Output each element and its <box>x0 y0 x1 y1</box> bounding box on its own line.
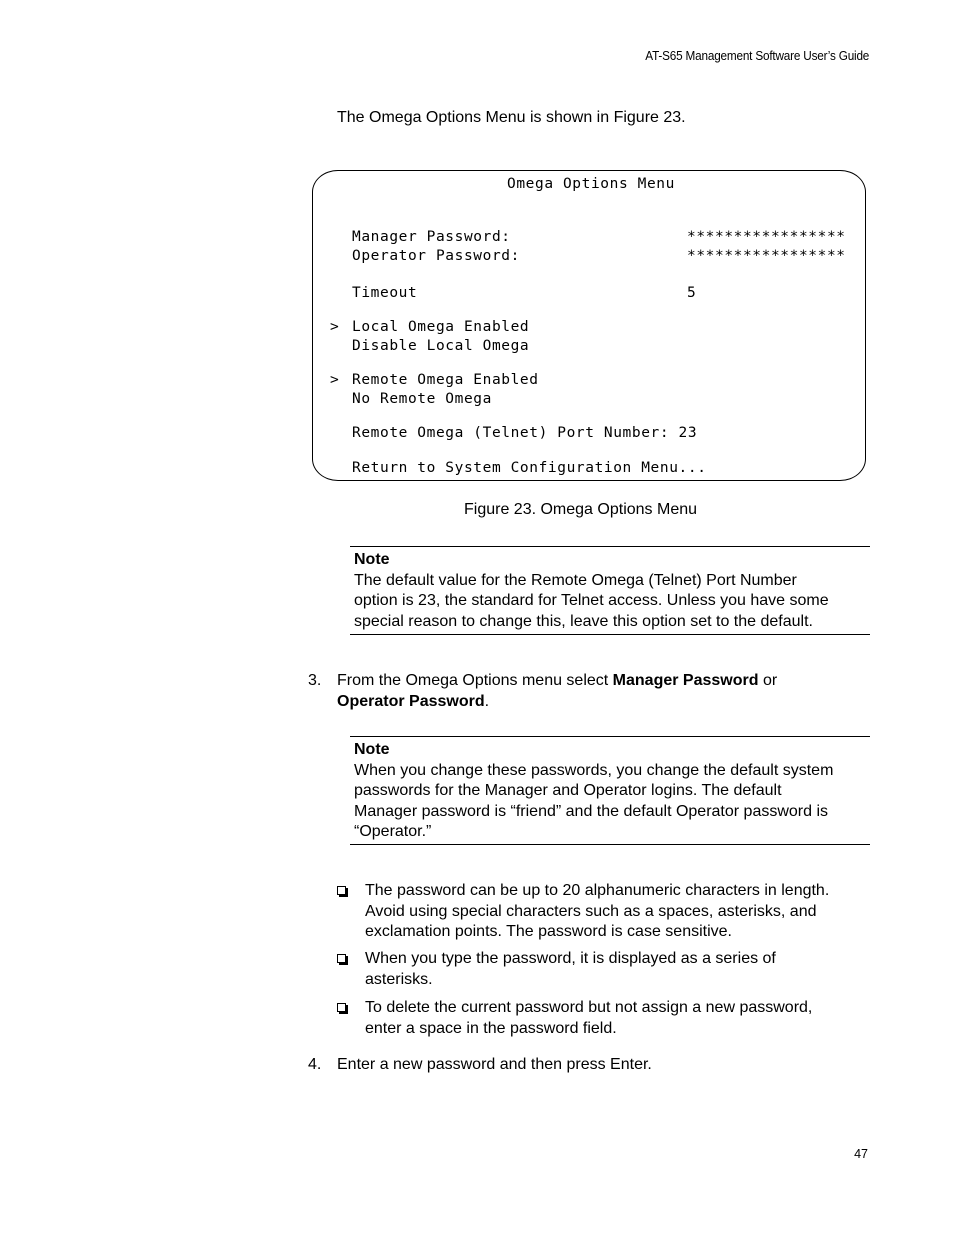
terminal-remote-omega-port: Remote Omega (Telnet) Port Number: 23 <box>352 425 698 441</box>
step-3-manager-password: Manager Password <box>612 672 759 689</box>
note-box-default-passwords <box>350 736 870 845</box>
step-4-text: Enter a new password and then press Enter. <box>337 1056 652 1073</box>
note-box-telnet-port <box>350 546 870 635</box>
terminal-timeout-label: Timeout <box>352 285 418 301</box>
note-line: passwords for the Manager and Operator logins. The default <box>354 782 782 799</box>
step-3-text-after: . <box>484 692 490 710</box>
note-title: Note <box>354 551 390 568</box>
bullet-line: exclamation points. The password is case sensitive. <box>365 923 732 940</box>
step-3-text <box>337 671 867 712</box>
terminal-manager-password-value: ***************** <box>687 229 846 245</box>
note-line: Manager password is “friend” and the default Operator password is <box>354 802 829 820</box>
step-3-number: 3. <box>308 672 322 689</box>
note-line: option is 23, the standard for Telnet access. Unless you have some <box>354 592 829 609</box>
page-number: 47 <box>854 1147 868 1161</box>
bullet-line: asterisks. <box>365 970 433 988</box>
step-3-text-before: From the Omega Options menu select <box>337 672 613 689</box>
terminal-menu-title: Omega Options Menu <box>507 176 675 192</box>
bullet-line: The password can be up to 20 alphanumeric characters in length. <box>365 882 830 899</box>
terminal-timeout-value: 5 <box>687 285 697 301</box>
terminal-remote-omega-enabled: Remote Omega Enabled <box>352 372 539 388</box>
bullet-line: Avoid using special characters such as a spaces, asterisks, and <box>365 902 817 920</box>
checkbox-bullet-icon <box>337 886 346 895</box>
intro-paragraph: The Omega Options Menu is shown in Figure 23. <box>337 109 686 126</box>
bullet-line: To delete the current password but not assign a new password, <box>365 999 813 1016</box>
step-3-text-mid: or <box>758 672 778 689</box>
checkbox-bullet-icon <box>337 1003 346 1012</box>
terminal-local-omega-enabled: Local Omega Enabled <box>352 319 530 335</box>
terminal-screenshot-frame <box>312 170 866 481</box>
note-line: “Operator.” <box>354 823 432 840</box>
note-line: special reason to change this, leave this option set to the default. <box>354 612 813 630</box>
bullet-item <box>365 949 870 990</box>
terminal-selected-marker: > <box>330 319 340 335</box>
bullet-line: When you type the password, it is displayed as a series of <box>365 950 776 967</box>
bullet-line: enter a space in the password field. <box>365 1019 617 1037</box>
terminal-operator-password-value: ***************** <box>687 248 846 264</box>
terminal-selected-marker: > <box>330 372 340 388</box>
note-line: The default value for the Remote Omega (Telnet) Port Number <box>354 571 797 589</box>
bullet-item <box>365 881 870 943</box>
note-title: Note <box>354 741 390 758</box>
terminal-operator-password-label: Operator Password: <box>352 248 520 264</box>
step-4-number: 4. <box>308 1056 322 1073</box>
terminal-return-menu: Return to System Configuration Menu... <box>352 460 707 476</box>
figure-caption: Figure 23. Omega Options Menu <box>464 501 698 518</box>
note-line: When you change these passwords, you change the default system <box>354 761 834 779</box>
running-header: AT-S65 Management Software User’s Guide <box>645 49 869 63</box>
terminal-disable-local-omega: Disable Local Omega <box>352 338 530 354</box>
checkbox-bullet-icon <box>337 954 346 963</box>
terminal-no-remote-omega: No Remote Omega <box>352 391 492 407</box>
step-3-operator-password: Operator Password <box>337 692 485 710</box>
bullet-item <box>365 998 870 1039</box>
terminal-manager-password-label: Manager Password: <box>352 229 511 245</box>
